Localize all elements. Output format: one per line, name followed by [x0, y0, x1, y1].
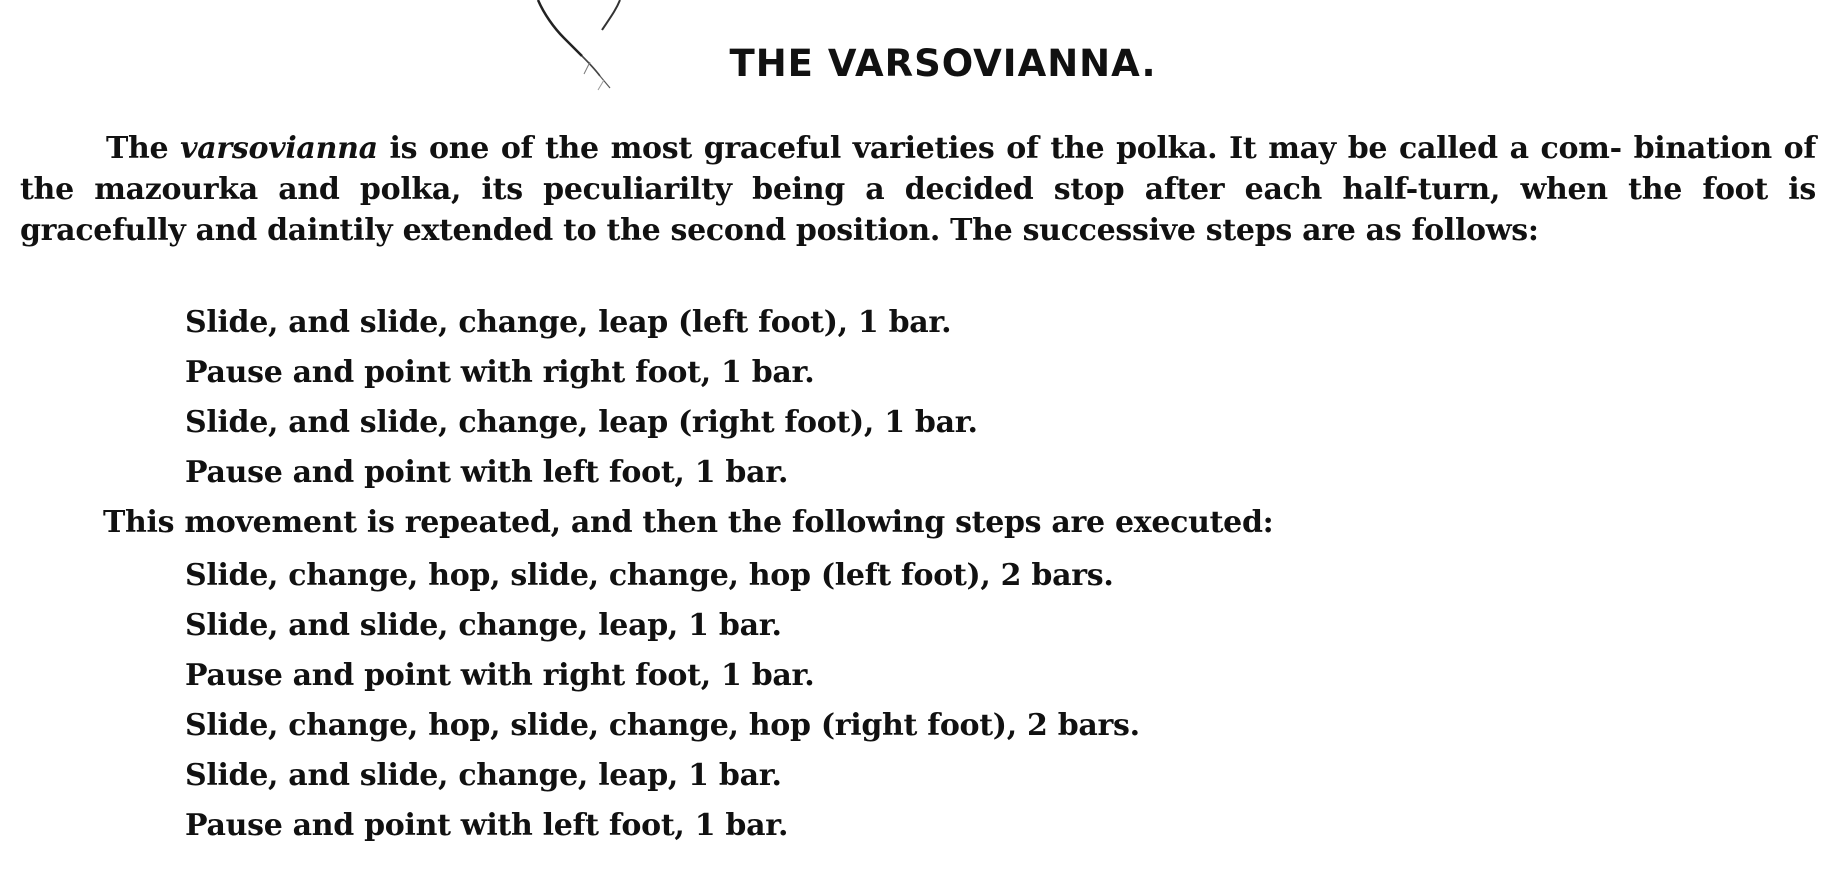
step-line: Slide, and slide, change, leap, 1 bar. [185, 758, 782, 793]
step-line: Slide, change, hop, slide, change, hop (left foot), 2 bars. [185, 558, 1114, 593]
step-line: Slide, and slide, change, leap (left foot), 1 bar. [185, 305, 952, 340]
step-line: Pause and point with left foot, 1 bar. [185, 455, 789, 490]
step-line: Pause and point with right foot, 1 bar. [185, 355, 815, 390]
page-title: THE VARSOVIANNA. [729, 42, 1157, 85]
step-line: Slide, change, hop, slide, change, hop (right foot), 2 bars. [185, 708, 1140, 743]
intro-emphasis: varsovianna [180, 131, 378, 166]
step-line: Pause and point with left foot, 1 bar. [185, 808, 789, 843]
step-line: Slide, and slide, change, leap, 1 bar. [185, 608, 782, 643]
intro-text: is one of the most graceful varieties of the polka. It may be called a com- bination of the mazourka and polka, its peculiarilty being a decided stop after each half-turn, when the foot is gracefully and daintily extended to the second position. The successive steps are as follows: [20, 131, 1816, 248]
step-line: Pause and point with right foot, 1 bar. [185, 658, 815, 693]
intro-lead: The [106, 131, 181, 166]
transition-text: This movement is repeated, and then the following steps are executed: [103, 505, 1274, 540]
intro-paragraph [20, 128, 1816, 251]
step-line: Slide, and slide, change, leap (right foot), 1 bar. [185, 405, 978, 440]
